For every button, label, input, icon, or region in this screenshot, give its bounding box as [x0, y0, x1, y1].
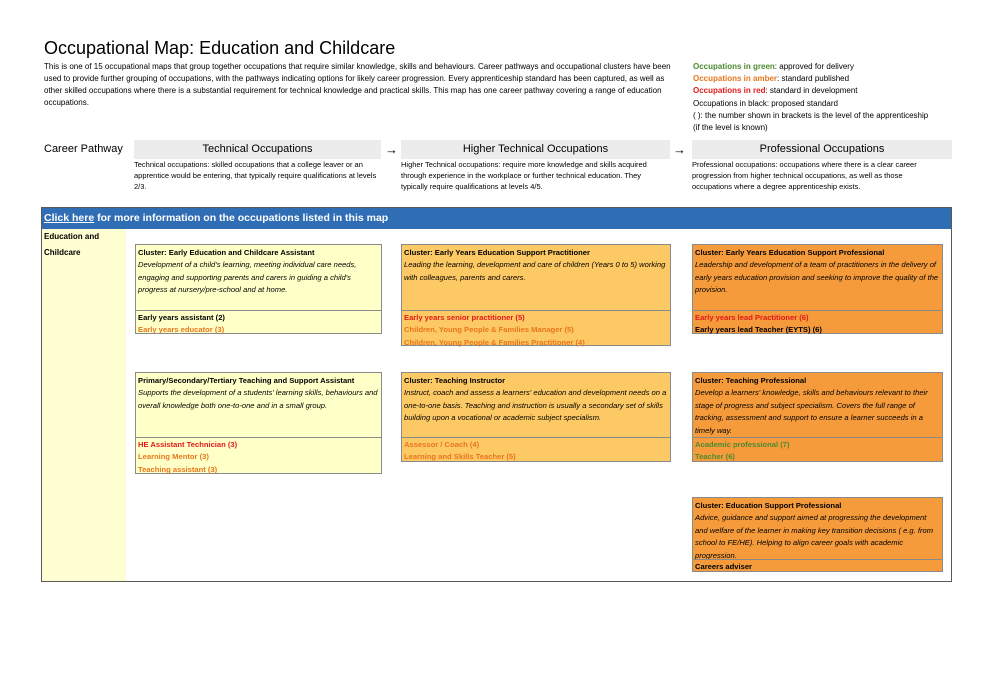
map-header-bar [42, 208, 951, 229]
column-technical-title: Technical Occupations [134, 140, 381, 159]
column-higher-technical-description: Higher Technical occupations: require more knowledge and skills acquired through experience in the workplace or further technical education. They typically require qualifications at levels 4/5. [401, 160, 647, 192]
occupation-item[interactable]: Learning and Skills Teacher (5) [404, 452, 516, 462]
cluster-card-support-professional[interactable] [692, 497, 943, 572]
occupation-item[interactable]: Teaching assistant (3) [138, 464, 218, 474]
cluster-card-early-education[interactable] [135, 244, 382, 334]
cluster-description: Leadership and development of a team of practitioners in the delivery of early years education provision and seeking to improve the quality of the provision. [695, 260, 939, 295]
cluster-name: Cluster: Early Education and Childcare Assistant [138, 248, 315, 257]
cluster-description: Leading the learning, development and care of children (Years 0 to 5) working with colleagues, parents and carers. [404, 260, 666, 282]
route-label: Education and Childcare [42, 229, 126, 581]
occupation-item[interactable]: Early years educator (3) [138, 325, 225, 335]
cluster-card-teaching-professional[interactable] [692, 372, 943, 462]
legend-black: Occupations in black: proposed standard [693, 98, 838, 108]
column-technical-description: Technical occupations: skilled occupations that a college leaver or an apprentice would be entering, that typically require qualifications at levels 2/3. [134, 160, 377, 192]
cluster-name: Cluster: Education Support Professional [695, 501, 842, 510]
occupation-item[interactable]: Academic professional (7) [695, 440, 790, 449]
occupation-item[interactable]: Careers adviser [695, 562, 752, 571]
cluster-description: Develop a learners' knowledge, skills and behaviours relevant to their stage of progress and subject specialism. Covers the full range of tracking, assessment and support to ensure a learner succeeds in a timely way. [695, 388, 928, 435]
occupation-item[interactable]: Teacher (6) [695, 452, 735, 462]
cluster-description: Development of a child's learning, meeting individual care needs, engaging and supporting parents and carers in guiding a child's progress at nursery/pre-school and at home. [138, 260, 357, 295]
status-legend [693, 61, 933, 134]
column-professional-description: Professional occupations: occupations where there is a clear career progression from higher technical occupations, as well as those occupations where a degree apprenticeship exists. [692, 160, 917, 192]
occupation-item[interactable]: Children, Young People & Families Practitioner (4) [404, 337, 585, 347]
cluster-name: Cluster: Teaching Professional [695, 376, 807, 385]
occupation-item[interactable]: Learning Mentor (3) [138, 452, 209, 462]
map-header-text: for more information on the occupations listed in this map [94, 212, 389, 224]
legend-brackets: ( ): the number shown in brackets is the level of the apprenticeship (if the level is known) [693, 110, 929, 133]
legend-green: Occupations in green: approved for delivery [693, 62, 854, 71]
cluster-name: Primary/Secondary/Tertiary Teaching and Support Assistant [138, 376, 355, 385]
intro-text: This is one of 15 occupational maps that group together occupations that require similar knowledge, skills and behaviours. Career pathways and occupational clusters have been used to provide further grouping of occupations, with the pathways indicating options for likely career progression. Every apprenticeship standard has been captured, as well as other skilled occupations where there is a substantial requirement for technical knowledge and practical skills. This map has one career pathway covering a range of education occupations. [44, 62, 671, 107]
legend-amber: Occupations in amber: standard published [693, 74, 850, 84]
column-higher-technical-title: Higher Technical Occupations [401, 140, 670, 159]
cluster-name: Cluster: Early Years Education Support Professional [695, 248, 885, 257]
occupation-item[interactable]: HE Assistant Technician (3) [138, 440, 238, 449]
arrow-right-icon: → [385, 142, 398, 157]
occupation-item[interactable]: Early years senior practitioner (5) [404, 313, 525, 322]
cluster-card-ey-practitioner[interactable] [401, 244, 671, 346]
cluster-name: Cluster: Early Years Education Support Practitioner [404, 248, 590, 257]
cluster-card-teaching-instructor[interactable] [401, 372, 671, 462]
cluster-card-teaching-assistant[interactable] [135, 372, 382, 474]
career-pathway-label: Career Pathway [44, 143, 123, 155]
cluster-card-ey-professional[interactable] [692, 244, 943, 334]
more-info-link[interactable]: Click here [44, 212, 95, 224]
cluster-description: Advice, guidance and support aimed at progressing the development and welfare of the learner in making key transition decisions ( e.g. from school to FE/HE). Helping to align career goals with academic progression. [695, 513, 934, 560]
occupation-item[interactable]: Children, Young People & Families Manager (5) [404, 325, 574, 335]
cluster-description: Instruct, coach and assess a learners' education and development needs on a one-to-one basis. Teaching and instruction is usually a secondary set of skills building upon a vocational or academic subject specialism. [404, 388, 667, 423]
legend-red: Occupations in red: standard in development [693, 86, 858, 96]
arrow-right-icon: → [673, 142, 686, 157]
occupation-item[interactable]: Early years lead Practitioner (6) [695, 313, 809, 322]
occupation-item[interactable]: Early years assistant (2) [138, 313, 225, 322]
page-title: Occupational Map: Education and Childcare [44, 38, 396, 58]
cluster-description: Supports the development of a students' learning skills, behaviours and overall knowledge both one-to-one and in a small group. [138, 388, 378, 410]
occupation-item[interactable]: Assessor / Coach (4) [404, 440, 480, 449]
column-professional-title: Professional Occupations [692, 140, 952, 159]
occupational-map-panel [41, 207, 952, 582]
cluster-name: Cluster: Teaching Instructor [404, 376, 506, 385]
occupation-item[interactable]: Early years lead Teacher (EYTS) (6) [695, 325, 822, 335]
